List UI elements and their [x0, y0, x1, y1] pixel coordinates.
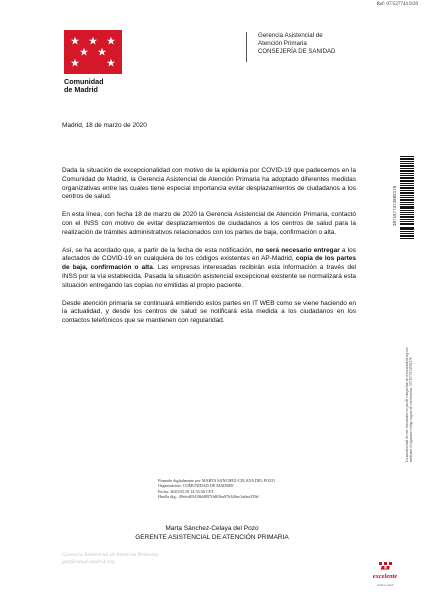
- barcode-bar: [400, 177, 414, 179]
- paragraph-3-bold-1: no será necesario entregar: [255, 246, 340, 254]
- department-line-3: CONSEJERÍA DE SANIDAD: [258, 49, 336, 55]
- comunidad-de-madrid-logo: [64, 30, 124, 94]
- document-reference: Ref: 07/527744.9/20: [376, 2, 418, 7]
- signer-name: Marta Sánchez-Celaya del Pozo: [165, 525, 259, 532]
- barcode-icon: [400, 156, 414, 240]
- department-line-1: Gerencia Asistencial de: [258, 32, 323, 39]
- seven-stars-icon: [64, 30, 122, 74]
- barcode-bar: [400, 219, 414, 220]
- barcode-bar: [400, 183, 414, 184]
- barcode-bar: [400, 170, 414, 172]
- barcode-bar: [400, 192, 414, 195]
- barcode-bar: [400, 214, 414, 215]
- barcode-bar: [400, 202, 414, 203]
- logo-text-line-2: de Madrid: [64, 85, 98, 94]
- logo-text: [64, 78, 124, 94]
- barcode-bar: [400, 228, 414, 230]
- barcode-bar: [400, 221, 414, 222]
- verification-note-line-1: La autenticidad de este documento se puede comprobar en www.madrid.org/csv: [405, 347, 409, 462]
- paragraph-3-part-c: a los afectados de COVID-19 en cualquiera de los códigos existentes en AP-Madrid,: [62, 246, 356, 263]
- badge-main-text: excelente: [372, 573, 398, 580]
- department-header: [258, 32, 335, 56]
- paragraph-3-part-a: Así, se ha acordado que, a partir de la fecha de esta notificación,: [62, 246, 256, 254]
- barcode-bar: [400, 163, 414, 164]
- logo-text-line-1: Comunidad: [64, 77, 104, 86]
- barcode-bar: [400, 180, 414, 183]
- verification-note: [405, 347, 414, 462]
- signature-line-1: Firmado digitalmente por MARTA SANCHEZ-CELAYA DEL POZO: [158, 478, 275, 483]
- department-line-2: Atención Primaria: [258, 40, 307, 47]
- barcode-bar: [400, 190, 414, 191]
- barcode-bar: [400, 210, 414, 212]
- signature-line-3: Fecha: 2020.03.18 14:33:56 CET: [158, 488, 214, 494]
- barcode-bar: [400, 195, 414, 196]
- paragraph-1: Dada la situación de excepcionalidad con motivo de la epidemia por COVID-19 que padecemos en la Comunidad de Madrid, la Gerencia Asistencial de Atención Primaria ha adoptado diferentes medidas organizativas entre las cuales tiene especial importancia evitar desplazamientos de ciudadanos a los centros de salud.: [62, 167, 356, 201]
- barcode-bar: [400, 206, 414, 209]
- signer: [0, 524, 424, 542]
- header-divider: [246, 32, 250, 62]
- barcode-bar: [400, 204, 414, 205]
- barcode-bar: [400, 227, 414, 228]
- document-date: Madrid, 18 de marzo de 2020: [62, 122, 147, 129]
- barcode-bar: [400, 173, 414, 174]
- letter-body: [62, 167, 356, 335]
- footer-email[interactable]: gap@salud.madrid.org: [62, 559, 115, 565]
- paragraph-3-bold-2: copia de los partes de baja, confirmación o alta: [62, 255, 357, 272]
- barcode-bar: [400, 216, 414, 218]
- barcode-bar: [400, 156, 414, 157]
- barcode-bar: [400, 175, 414, 176]
- barcode-bar: [400, 235, 414, 237]
- signature-line-2: Organización: COMUNIDAD DE MADRID: [158, 483, 234, 489]
- paragraph-2: En esta línea, con fecha 18 de marzo de 2020 la Gerencia Asistencial de Atención Primaria, contactó con el INSS con motivo de evitar desplazamientos de ciudadanos a los centros de salud para la realización de trámites administrativos relacionados con los partes de baja, confirmación o alta.: [62, 211, 356, 236]
- paragraph-3: [62, 247, 356, 291]
- barcode-bar: [400, 199, 414, 201]
- barcode-bar: [400, 231, 414, 232]
- madrid-excelente-badge: [363, 560, 407, 594]
- signature-line-4: Huella dig.: 49efcd05438d4897ffd01ba97b346ec3a6ea359d: [158, 493, 259, 499]
- barcode-bar: [400, 168, 414, 169]
- verification-note-line-2: mediante el siguiente código seguro de verificación: 1071577474592176: [409, 357, 414, 462]
- barcode-bar: [400, 158, 414, 160]
- barcode-bar: [400, 165, 414, 168]
- barcode-bar: [400, 161, 414, 162]
- verification-code: 1071577474592176: [394, 185, 398, 226]
- barcode-bar: [400, 233, 414, 234]
- barcode-bar: [400, 197, 414, 198]
- barcode-bar: [400, 223, 414, 226]
- badge-sub-text: Cuida tu salud: [376, 584, 394, 587]
- barcode-bar: [400, 238, 414, 239]
- paragraph-3-part-e: . Las empresas interesadas recibirán esta información a través del INSS por la vía establecida. Pasada la situación asistencial excepcional existente se normalizará esta situación entregando las copias no emitidas al propio paciente.: [62, 264, 357, 289]
- badge-top-text: Madrid: [380, 568, 390, 571]
- footer: [62, 552, 158, 566]
- paragraph-4: Desde atención primaria se continuará emitiendo estos partes en IT WEB como se viene haciendo en la actualidad, y desde los centros de salud se notificará esta medida a los ciudadanos en los contactos telefónicos que se mantienen con regularidad.: [62, 299, 356, 325]
- digital-signature-block: [158, 478, 275, 499]
- barcode-bar: [400, 187, 414, 189]
- barcode-bar: [400, 212, 414, 213]
- signer-title: GERENTE ASISTENCIAL DE ATENCIÓN PRIMARIA: [135, 534, 289, 541]
- star-mark-icon: [363, 561, 407, 573]
- footer-department: Gerencia Asistencial de Atención Primaria: [62, 552, 159, 558]
- barcode-bar: [400, 185, 414, 186]
